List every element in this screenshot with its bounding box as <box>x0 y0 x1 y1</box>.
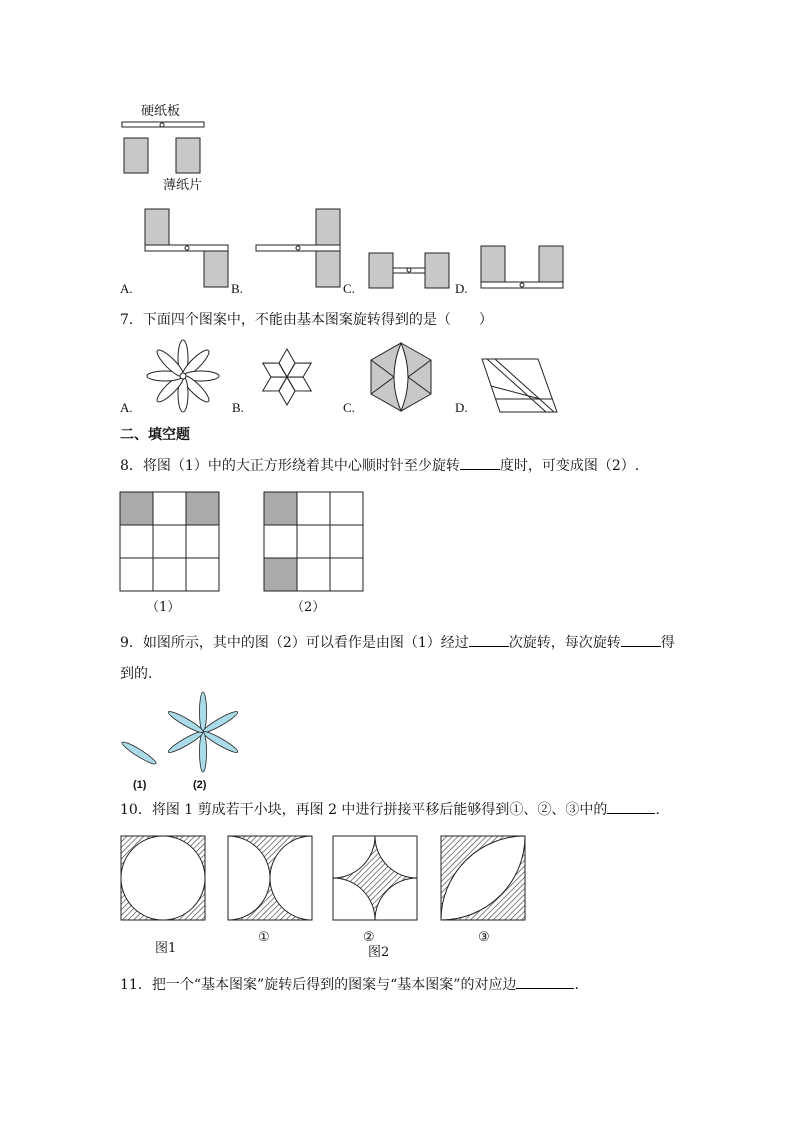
q6-option-a: A. <box>120 281 133 296</box>
q10-caption-fig1: 图1 <box>155 941 177 956</box>
q9-text-c: 得 <box>660 635 675 651</box>
q7-question: 7．下面四个图案中，不能由基本图案旋转得到的是（ ） <box>120 312 493 328</box>
paper-label: 薄纸片 <box>163 178 203 193</box>
q6-option-b: B. <box>231 281 243 296</box>
q10-caption-option1: ① <box>258 930 270 945</box>
q8-text-b: 度时，可变成图（2）. <box>499 458 640 474</box>
q10-text-a: 10．将图 1 剪成若干小块，再图 2 中进行拼接平移后能够得到①、②、③中的 <box>120 802 608 818</box>
q10-text-b: . <box>655 802 660 818</box>
section-heading-fill-in: 二、填空题 <box>120 427 190 443</box>
q9-text-b: 次旋转，每次旋转 <box>508 635 621 651</box>
q10-caption-fig2: 图2 <box>368 945 390 960</box>
q10-caption-option2: ② <box>363 930 375 945</box>
q6-option-c: C. <box>343 281 355 296</box>
q9-question-line2: 到的. <box>120 666 153 682</box>
q11-answer-blank[interactable] <box>516 976 574 989</box>
q9-text-a: 9．如图所示，其中的图（2）可以看作是由图（1）经过 <box>120 635 469 651</box>
q7-option-d: D. <box>455 400 468 415</box>
q8-caption-1: （1） <box>146 600 181 615</box>
q11-text-b: . <box>574 977 579 993</box>
cardboard-label: 硬纸板 <box>141 104 181 119</box>
q8-caption-2: （2） <box>291 600 326 615</box>
q9-caption-1: (1) <box>133 779 147 791</box>
q7-option-a: A. <box>120 400 133 415</box>
q7-option-c: C. <box>343 400 355 415</box>
q7-option-b: B. <box>232 400 244 415</box>
q10-caption-option3: ③ <box>478 930 490 945</box>
q8-text-a: 8．将图（1）中的大正方形绕着其中心顺时针至少旋转 <box>120 458 460 474</box>
q9-caption-2: (2) <box>193 779 207 791</box>
q11-text-a: 11．把一个“基本图案”旋转后得到的图案与“基本图案”的对应边 <box>120 977 517 993</box>
q6-option-d: D. <box>455 281 468 296</box>
q11-question <box>120 976 579 994</box>
